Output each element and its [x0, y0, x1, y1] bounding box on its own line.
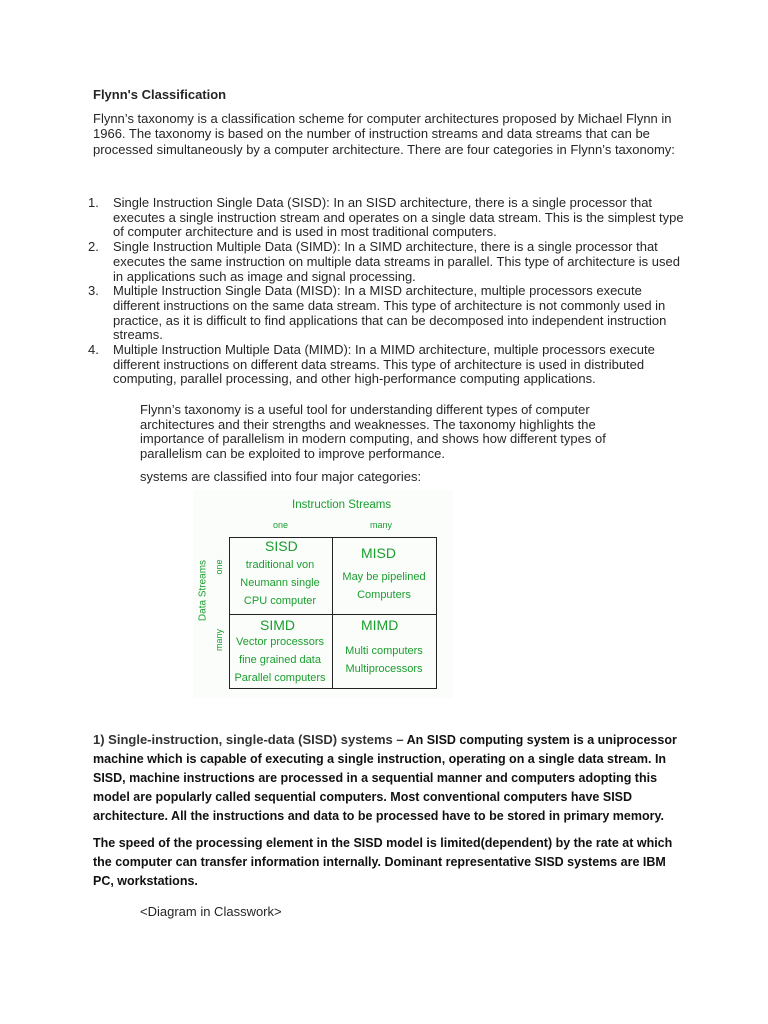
misd-heading: MISD: [361, 545, 396, 561]
simd-description: [230, 633, 330, 687]
list-text: Single Instruction Single Data (SISD): In an SISD architecture, there is a single processor that executes a single instruction stream and operates on a single data stream. This is the simplest type of computer architecture and is used in most traditional computers.: [113, 195, 684, 240]
sisd-description: [230, 556, 330, 610]
section-body: An SISD computing system is a uniprocessor machine which is capable of executing a single instruction, operating on a single data stream. In SISD, machine instructions are processed in a sequential manner and computers adopting this model are popularly called sequential computers. Most conventional computers have SISD architecture. All the instructions and data to be processed have to be stored in primary memory.: [93, 733, 677, 823]
page-title: Flynn's Classification: [93, 87, 227, 102]
cell-line: traditional von: [245, 559, 315, 571]
instruction-streams-label: Instruction Streams: [292, 499, 392, 511]
list-number: 4.: [88, 342, 99, 358]
list-text: Multiple Instruction Single Data (MISD): In a MISD architecture, multiple processors execute different instructions on the same data stream. This type of architecture is not commonly used in practice, as it is difficult to find applications that can be decomposed into independent instruction streams.: [113, 283, 667, 343]
cell-line: fine grained data: [239, 654, 321, 666]
row-one-label: one: [214, 559, 224, 575]
cell-line: CPU computer: [243, 595, 317, 607]
list-number: 1.: [88, 195, 99, 210]
list-text: Multiple Instruction Multiple Data (MIMD): In a MIMD architecture, multiple processors execute different instructions on different data streams. This type of architecture is used in distributed computing, parallel processing, and other high-performance computing applications.: [113, 342, 655, 387]
cell-line: Multi computers: [345, 645, 423, 657]
simd-heading: SIMD: [260, 617, 295, 633]
mimd-heading: MIMD: [361, 617, 399, 633]
section-heading: 1) Single-instruction, single-data (SISD) systems –: [93, 732, 404, 747]
sisd-heading: SISD: [265, 538, 298, 554]
data-streams-label: Data Streams: [197, 559, 209, 622]
cell-line: Computers: [357, 589, 411, 601]
classwork-note: <Diagram in Classwork>: [140, 904, 282, 919]
misd-description: [333, 568, 435, 604]
grid-divider: [230, 614, 436, 615]
list-item: [88, 284, 688, 343]
list-item: [88, 343, 688, 387]
sisd-section: [93, 730, 683, 826]
classification-grid: [229, 537, 437, 689]
flynn-diagram: [193, 490, 453, 698]
row-many-label: many: [214, 629, 224, 652]
mimd-description: [333, 642, 435, 678]
diagram-caption: systems are classified into four major categories:: [140, 469, 422, 484]
summary-paragraph: Flynn’s taxonomy is a useful tool for understanding different types of computer architectures and their strengths and weaknesses. The taxonomy highlights the importance of parallelism in modern computing, and shows how different types of parallelism can be exploited to improve performance.: [140, 402, 606, 462]
intro-paragraph: Flynn’s taxonomy is a classification scheme for computer architectures proposed by Michael Flynn in 1966. The taxonomy is based on the number of instruction streams and data streams that can be processed simultaneously by a computer architecture. There are four categories in Flynn’s taxonomy:: [93, 111, 675, 157]
list-text: Single Instruction Multiple Data (SIMD): In a SIMD architecture, there is a single processor that executes the same instruction on multiple data streams in parallel. This type of architecture is used in applications such as image and signal processing.: [113, 239, 680, 284]
cell-line: Parallel computers: [234, 672, 326, 684]
list-item: [88, 240, 688, 284]
cell-line: Multiprocessors: [345, 663, 423, 675]
sisd-speed-paragraph: The speed of the processing element in the SISD model is limited(dependent) by the rate at which the computer can transfer information internally. Dominant representative SISD systems are IBM PC, workstations.: [93, 836, 673, 888]
taxonomy-list: [88, 196, 688, 387]
list-item: [88, 196, 688, 240]
list-number: 3.: [88, 283, 99, 299]
cell-line: Neumann single: [240, 577, 320, 589]
column-one-label: one: [273, 520, 289, 530]
cell-line: May be pipelined: [342, 571, 426, 583]
cell-line: Vector processors: [235, 636, 325, 648]
list-number: 2.: [88, 239, 99, 255]
column-many-label: many: [370, 520, 393, 530]
